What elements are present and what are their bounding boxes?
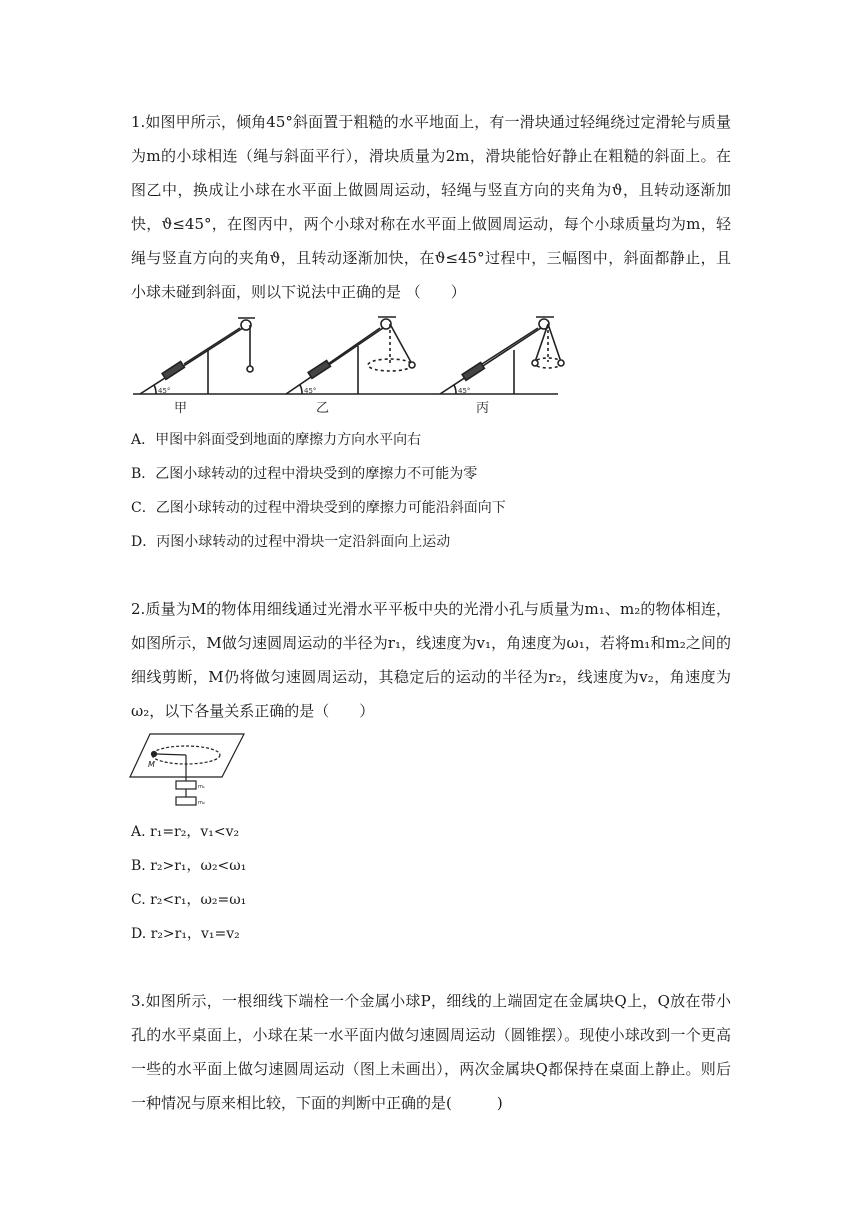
figure-bing [428,317,564,394]
board-plane [130,734,244,777]
angle-label-jia: 45° [158,387,171,395]
question-1-stem: 1.如图甲所示，倾角45°斜面置于粗糙的水平地面上，有一滑块通过轻绳绕过定滑轮与质量为m的小球相连（绳与斜面平行），滑块质量为2m，滑块能恰好静止在粗糙的斜面上。在图乙中，换成让小球在水平面上做圆周运动，轻绳与竖直方向的夹角为ϑ，且转动逐渐加快，ϑ≤45°，在图丙中，两个小球对称在水平面上做圆周运动，每个小球质量均为m，轻绳与竖直方向的夹角ϑ，且转动逐渐加快，在ϑ≤45°过程中，三幅图中，斜面都静止，且小球未碰到斜面，则以下说法中正确的是 （ ） [131,113,731,301]
question-2-option-b[interactable]: B. r₂>r₁，ω₂<ω₁ [131,858,247,874]
label-M: M [148,760,155,769]
question-1-figures [128,312,568,416]
block-m2 [176,797,196,805]
angle-label-yi: 45° [304,387,317,395]
figure-jia [133,318,280,394]
label-m1: m₁ [198,784,205,790]
angle-label-bing: 45° [458,387,471,395]
question-1-option-a[interactable]: A．甲图中斜面受到地面的摩擦力方向水平向右 [131,432,422,448]
question-2-figure [128,731,248,811]
figure-label-yi: 乙 [316,401,330,416]
question-1-option-d[interactable]: D．丙图小球转动的过程中滑块一定沿斜面向上运动 [131,534,451,550]
figure-yi [280,317,428,394]
mass-M [152,752,157,757]
question-1-option-c[interactable]: C．乙图小球转动的过程中滑块受到的摩擦力可能沿斜面向下 [131,500,506,516]
question-2-option-a[interactable]: A. r₁=r₂，v₁<v₂ [131,824,240,840]
question-1-option-b[interactable]: B．乙图小球转动的过程中滑块受到的摩擦力不可能为零 [131,466,478,482]
label-m2: m₂ [198,800,205,806]
question-2-option-c[interactable]: C. r₂<r₁，ω₂=ω₁ [131,892,247,908]
question-2-stem: 2.质量为M的物体用细线通过光滑水平平板中央的光滑小孔与质量为m₁、m₂的物体相连，如图所示，M做匀速圆周运动的半径为r₁，线速度为v₁，角速度为ω₁，若将m₁和m₂之间的细线剪断，M仍将做匀速圆周运动，其稳定后的运动的半径为r₂，线速度为v₂，角速度为ω₂，以下各量关系正确的是（ ） [131,600,731,720]
question-3-stem: 3.如图所示，一根细线下端栓一个金属小球P，细线的上端固定在金属块Q上，Q放在带小孔的水平桌面上，小球在某一水平面内做匀速圆周运动（圆锥摆）。现使小球改到一个更高一些的水平面上做匀速圆周运动（图上未画出），两次金属块Q都保持在桌面上静止。则后一种情况与原来相比较，下面的判断中正确的是( ) [131,992,731,1112]
figure-label-jia: 甲 [174,401,188,416]
block-m1 [176,781,196,789]
question-2-option-d[interactable]: D. r₂>r₁，v₁=v₂ [131,926,240,942]
figure-label-bing: 丙 [476,401,490,416]
